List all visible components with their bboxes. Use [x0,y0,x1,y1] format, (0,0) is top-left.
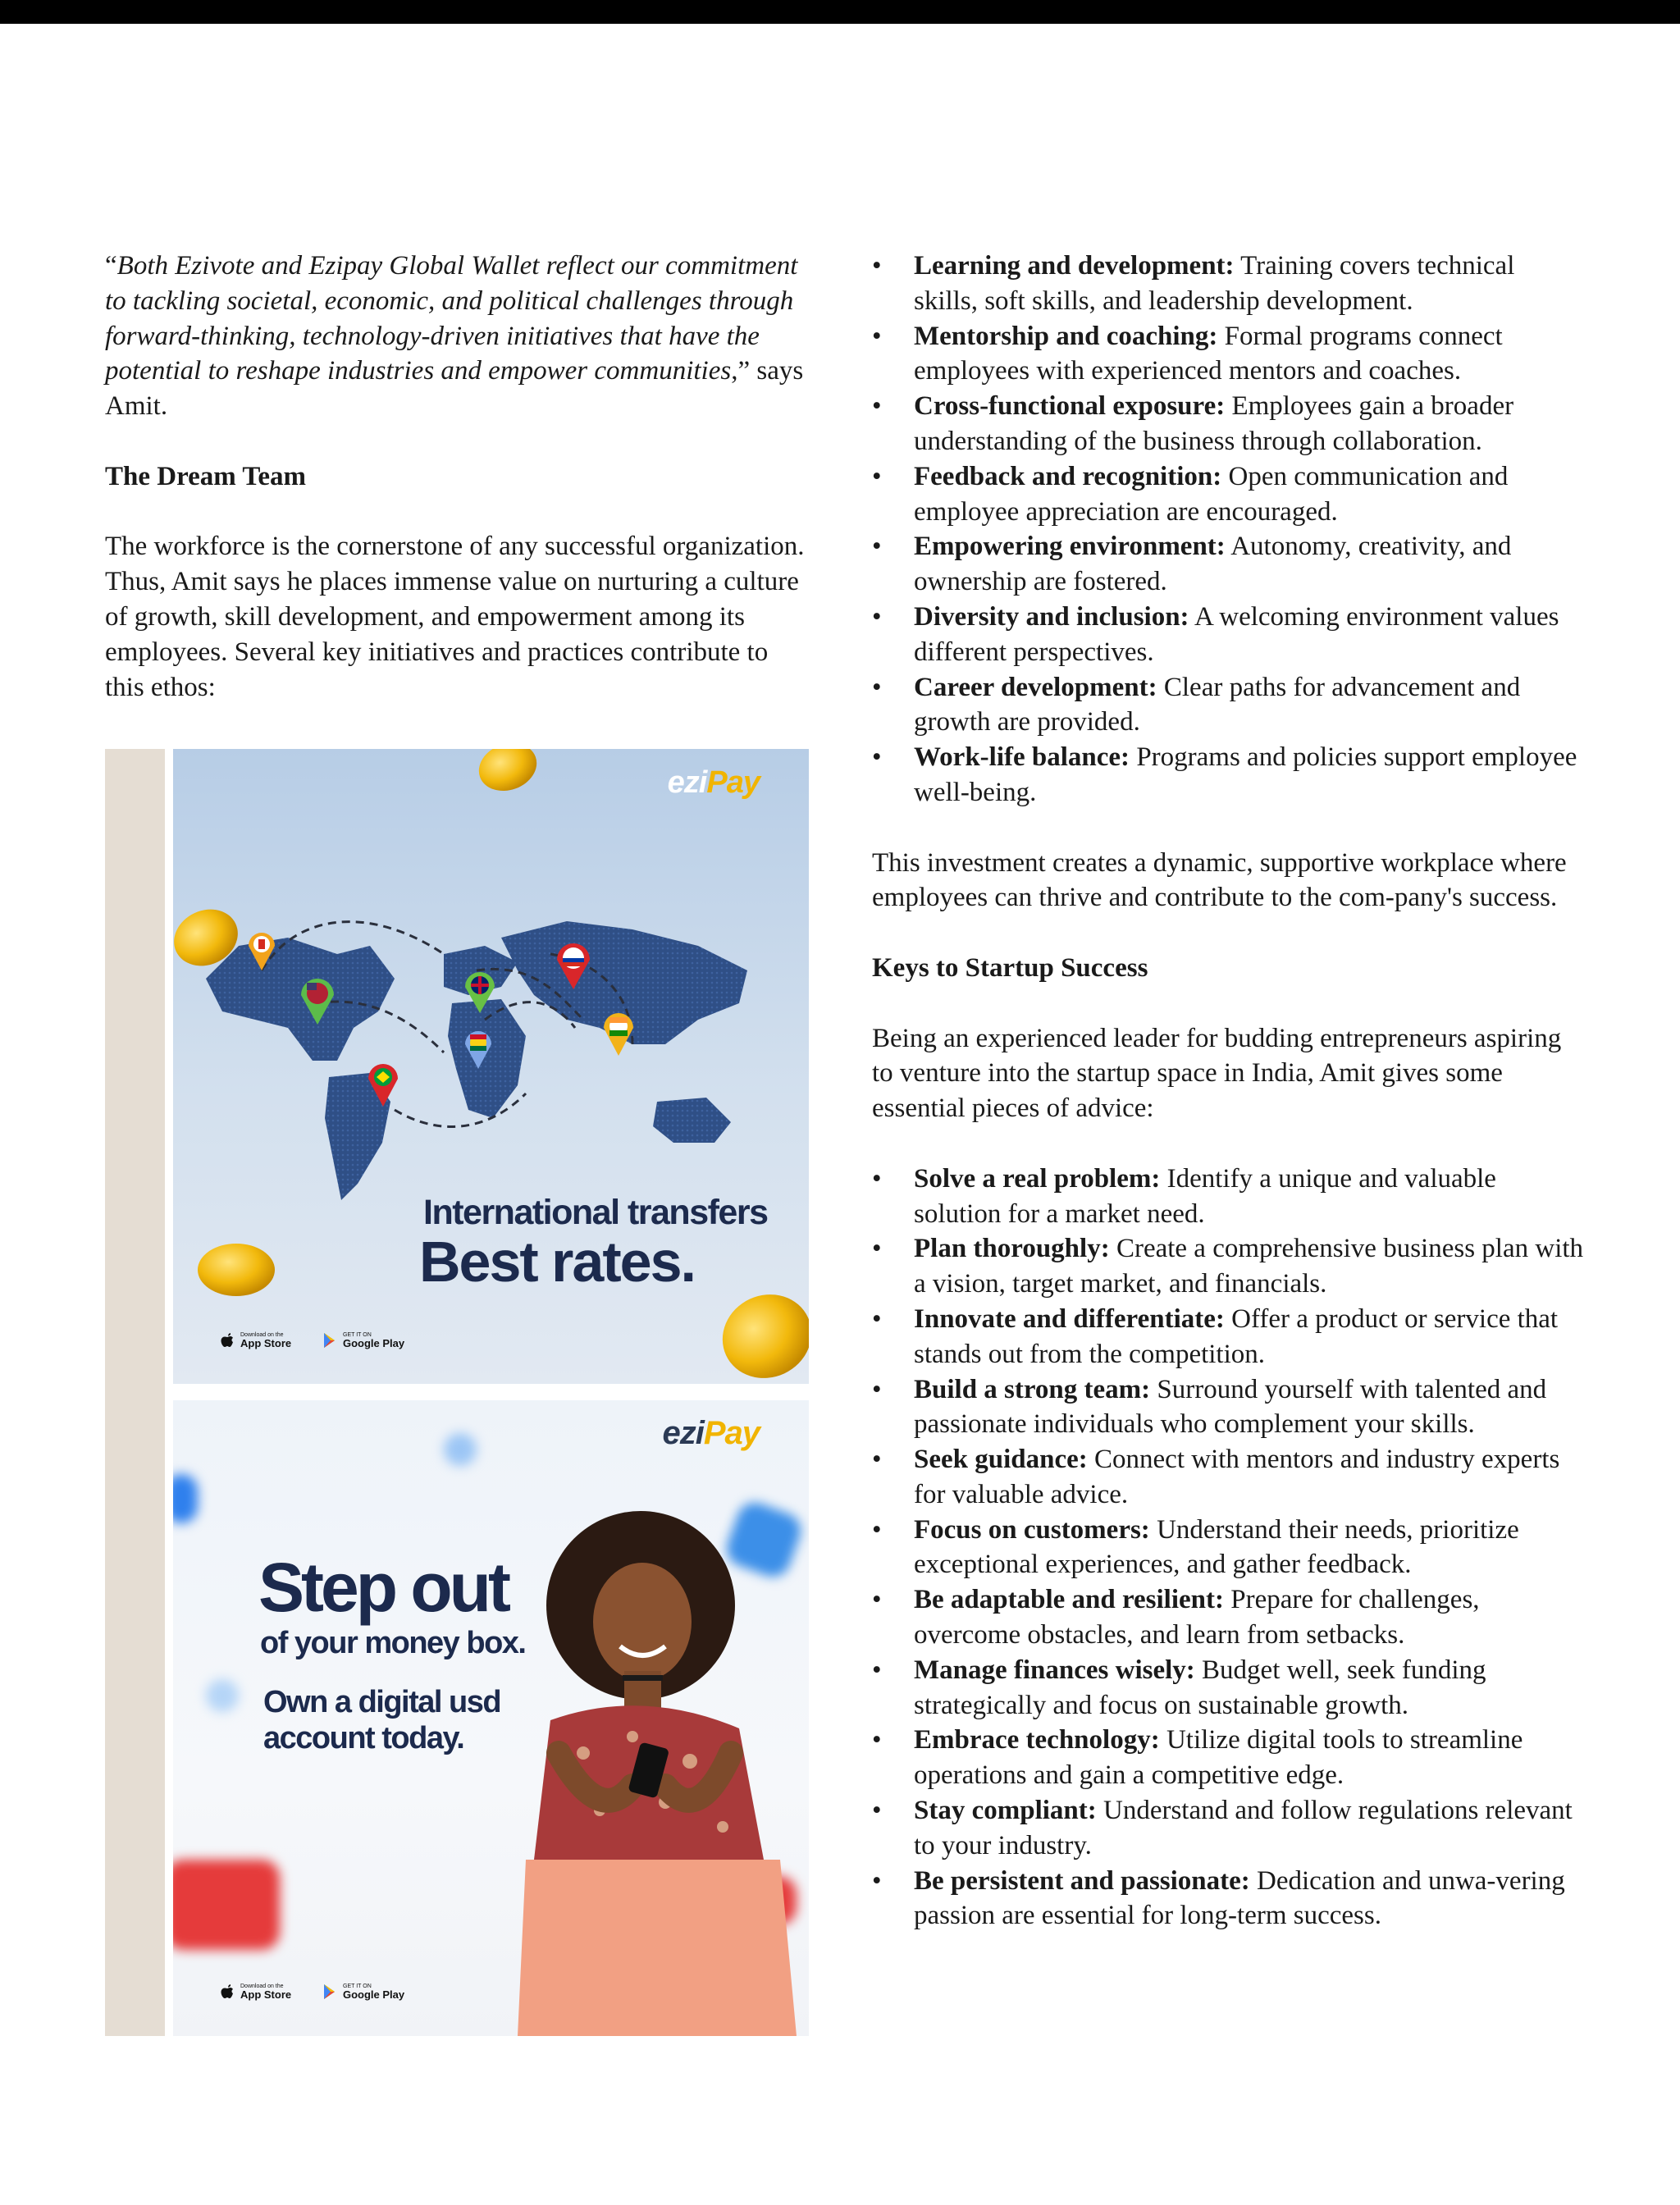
google-play-badge[interactable] [317,1976,413,2007]
bullet-text: A welcoming environment values different perspectives. [914,601,1559,667]
quote-attribution: ,” says Amit. [105,356,804,422]
google-play-small-text: GET IT ON [343,1984,372,1989]
bullet-icon: • [872,742,882,773]
bullet-term: Cross-functional exposure: [914,391,1226,422]
bullet-icon: • [872,1303,882,1334]
startup-heading: Keys to Startup Success [872,952,1148,983]
bullet-term: Feedback and recognition: [914,461,1222,491]
bullet-text: Employees gain a broader understanding of the business through collaboration. [914,391,1514,456]
google-play-label: Google Play [343,1988,405,2001]
bullet-term: Plan thoroughly: [914,1234,1110,1264]
bullet-term: Seek guidance: [914,1445,1088,1475]
list-item [872,1582,1584,1653]
quote-open-mark: “ [105,251,117,281]
ad-headline-large: Step out [258,1549,508,1626]
list-item [872,1793,1584,1864]
google-play-small-text: GET IT ON [343,1332,372,1338]
startup-paragraph: Being an experienced leader for budding entrepreneurs aspiring to venture into the startup space in India, Amit gives some essential pieces of advice: [872,1023,1562,1124]
bullet-text: Identify a unique and valuable solution for a market need. [914,1163,1496,1229]
bullet-icon: • [872,461,882,491]
app-store-badge[interactable] [214,1325,299,1356]
bullet-text: Surround yourself with talented and passionate individuals who complement your skills. [914,1374,1547,1440]
bullet-term: Empowering environment: [914,532,1226,562]
bullet-icon: • [872,1796,882,1826]
bullet-text: Understand their needs, prioritize exceptional experiences, and gather feedback. [914,1514,1519,1580]
beige-margin-strip [105,749,165,2036]
bullet-text: Autonomy, creativity, and ownership are fostered. [914,532,1512,597]
list-item [872,1442,1584,1513]
woman-figure [518,1511,797,2036]
apple-icon [219,1983,235,2001]
google-play-icon [322,1983,338,2001]
bullet-term: Diversity and inclusion: [914,601,1189,632]
dream-team-paragraph: The workforce is the cornerstone of any successful organization. Thus, Amit says he places immense value on nurturing a culture of growth, skill development, and empowerment among its employees. Several key initiatives and practices contribute to this ethos: [105,532,805,702]
bullet-icon: • [872,321,882,351]
left-column [105,249,810,705]
bullet-text: Create a comprehensive business plan with a vision, target market, and financials. [914,1234,1584,1299]
ad-tagline: Own a digital usd account today. [263,1685,501,1755]
bullet-icon: • [872,1655,882,1685]
bullet-icon: • [872,532,882,562]
bullet-text: Programs and policies support employee well-being. [914,742,1577,807]
ad-international-transfers [173,749,809,1384]
bullet-icon: • [872,1514,882,1545]
bullet-term: Build a strong team: [914,1374,1151,1404]
list-item [872,1723,1584,1793]
bullet-text: Understand and follow regulations relevant to your industry. [914,1796,1573,1860]
app-store-label: App Store [240,1988,292,2001]
ezipay-logo: eziPay [662,1415,760,1451]
list-item [872,1513,1584,1583]
startup-bullet-list [872,1162,1584,1934]
bullet-term: Career development: [914,672,1157,702]
bullet-icon: • [872,1725,882,1755]
ad-headline-small: International transfers [423,1193,768,1232]
bullet-term: Be persistent and passionate: [914,1865,1250,1896]
ad-digital-usd-account [173,1400,809,2036]
bullet-icon: • [872,672,882,702]
bullet-icon: • [872,1374,882,1404]
bullet-icon: • [872,1865,882,1896]
quote-paragraph [105,249,810,424]
app-store-small-text: Download on the [240,1984,284,1989]
coin [709,1280,809,1384]
bullet-term: Solve a real problem: [914,1163,1161,1194]
app-store-small-text: Download on the [240,1332,284,1338]
bullet-text: Offer a product or service that stands out from the competition. [914,1303,1559,1369]
ad-headline-sub: of your money box. [260,1626,526,1660]
bullet-term: Stay compliant: [914,1796,1097,1826]
bullet-term: Focus on customers: [914,1514,1150,1545]
bullet-text: Training covers technical skills, soft skills, and leadership development. [914,251,1515,316]
list-item [872,319,1584,390]
app-store-label: App Store [240,1337,292,1349]
google-play-label: Google Play [343,1337,405,1349]
bullet-icon: • [872,601,882,632]
list-item [872,670,1584,741]
bullet-text: Utilize digital tools to streamline operations and gain a competitive edge. [914,1725,1523,1791]
right-column [872,249,1584,1933]
apple-icon [219,1331,235,1349]
bullet-term: Mentorship and coaching: [914,321,1218,351]
top-black-bar [0,0,1680,24]
dream-team-conclusion: This investment creates a dynamic, supportive workplace where employees can thrive and contribute to the com-pany's success. [872,847,1567,913]
list-item [872,249,1584,319]
bullet-icon: • [872,1234,882,1264]
list-item [872,1302,1584,1372]
ad-headline-large: Best rates. [419,1230,695,1294]
bullet-text: Clear paths for advancement and growth are provided. [914,672,1521,737]
list-item [872,459,1584,530]
bullet-icon: • [872,251,882,281]
list-item [872,389,1584,459]
list-item [872,1162,1584,1232]
ezipay-logo: eziPay [667,765,760,800]
google-play-badge[interactable] [317,1325,413,1356]
bullet-term: Work-life balance: [914,742,1130,773]
bullet-icon: • [872,391,882,422]
google-play-icon [322,1331,338,1349]
list-item [872,1864,1584,1934]
bullet-text: Prepare for challenges, overcome obstacles, and learn from setbacks. [914,1585,1480,1650]
quote-text: Both Ezivote and Ezipay Global Wallet reflect our commitment to tackling societal, economic, and political challenges through forward-thinking, technology-driven initiatives that have the potential to reshape industries and empower communities [105,251,798,386]
bullet-text: Budget well, seek funding strategically and focus on sustainable growth. [914,1655,1486,1720]
list-item [872,1372,1584,1443]
bullet-icon: • [872,1445,882,1475]
bullet-text: Formal programs connect employees with experienced mentors and coaches. [914,321,1503,386]
bullet-icon: • [872,1163,882,1194]
bullet-text: Open communication and employee appreciation are encouraged. [914,461,1509,527]
bullet-term: Innovate and differentiate: [914,1303,1225,1334]
bullet-term: Be adaptable and resilient: [914,1585,1225,1615]
list-item [872,1653,1584,1723]
list-item [872,529,1584,600]
app-store-badge[interactable] [214,1976,299,2007]
bullet-term: Learning and development: [914,251,1235,281]
list-item [872,600,1584,670]
bullet-term: Embrace technology: [914,1725,1160,1755]
coin [472,749,544,799]
bullet-text: Connect with mentors and industry experts for valuable advice. [914,1445,1560,1509]
bullet-icon: • [872,1585,882,1615]
coin [198,1244,275,1296]
dream-team-heading: The Dream Team [105,461,307,491]
bullet-text: Dedication and unwa-vering passion are essential for long-term success. [914,1865,1565,1931]
list-item [872,1231,1584,1302]
dream-team-bullet-list [872,249,1584,810]
list-item [872,740,1584,810]
bullet-term: Manage finances wisely: [914,1655,1195,1685]
